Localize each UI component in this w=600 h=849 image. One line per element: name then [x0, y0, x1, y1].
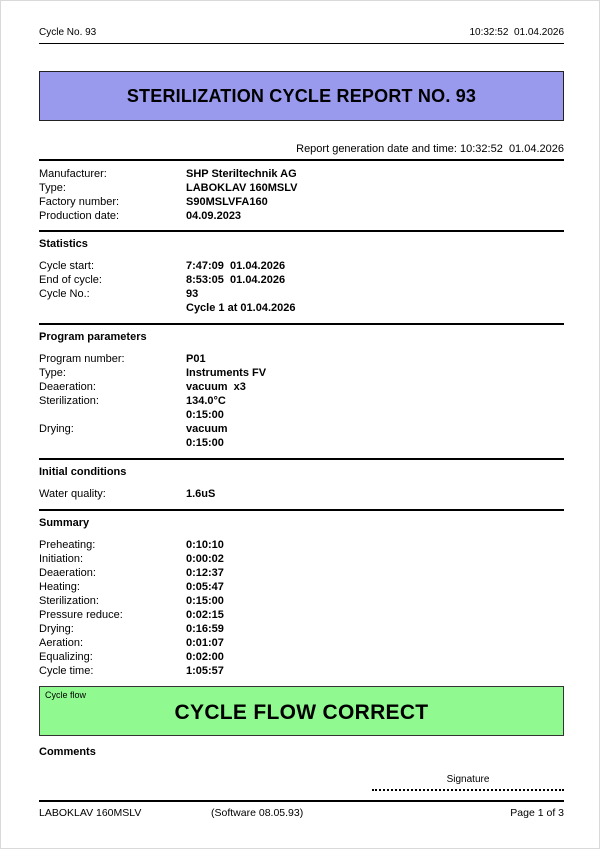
device-info-row-label: Type:: [39, 182, 66, 194]
program-parameters-row-value: vacuum: [186, 423, 228, 435]
statistics-row-value: 93: [186, 288, 199, 300]
running-header-datetime: 10:32:52 01.04.2026: [469, 27, 564, 38]
summary-row: [39, 538, 564, 552]
section-heading-initial-conditions: Initial conditions: [39, 466, 127, 478]
device-info-row-value: SHP Steriltechnik AG: [186, 168, 297, 180]
device-info-row-label: Factory number:: [39, 196, 120, 208]
comments-heading: Comments: [39, 746, 96, 758]
device-info-row-label: Manufacturer:: [39, 168, 107, 180]
device-info-row-value: LABOKLAV 160MSLV: [186, 182, 298, 194]
section-rows-summary: [39, 538, 564, 686]
device-info-row-value: 04.09.2023: [186, 210, 242, 222]
program-parameters-row-label: Sterilization:: [39, 395, 99, 407]
report-title: STERILIZATION CYCLE REPORT NO. 93: [126, 85, 477, 106]
statistics-row-label: [39, 301, 186, 315]
program-parameters-row-value: Instruments FV: [186, 367, 267, 379]
running-header-cycle-no: Cycle No. 93: [39, 27, 97, 38]
signature-dotted-line: [372, 786, 564, 791]
statistics-row: [39, 301, 564, 315]
summary-row-label: Drying:: [39, 623, 74, 635]
summary-row: [39, 650, 564, 664]
summary-row-value: 0:00:02: [186, 553, 224, 565]
program-parameters-row-value: 0:15:00: [186, 409, 224, 421]
program-parameters-row-value: 0:15:00: [186, 437, 224, 449]
program-parameters-row-label: [39, 408, 186, 422]
summary-row-value: 0:05:47: [186, 581, 224, 593]
program-parameters-row: [39, 352, 564, 366]
device-info-row: [39, 167, 564, 181]
summary-row-value: 0:12:37: [186, 567, 224, 579]
summary-row: [39, 622, 564, 636]
device-info-row-value: S90MSLVFA160: [186, 196, 268, 208]
title-banner: [39, 71, 564, 121]
section-initial-conditions: [39, 458, 564, 509]
program-parameters-row: [39, 366, 564, 380]
section-rows-initial-conditions: [39, 487, 564, 509]
signature-label: Signature: [446, 774, 490, 785]
program-parameters-row-value: P01: [186, 353, 206, 365]
section-heading-statistics: Statistics: [39, 238, 88, 250]
footer-page-number: Page 1 of 3: [510, 807, 564, 819]
cycle-flow-box: [39, 686, 564, 736]
signature-block: [372, 774, 564, 791]
summary-row-value: 0:15:00: [186, 595, 224, 607]
program-parameters-row: [39, 436, 564, 450]
statistics-row-label: End of cycle:: [39, 274, 102, 286]
summary-row-value: 0:10:10: [186, 539, 224, 551]
summary-row-label: Cycle time:: [39, 665, 94, 677]
statistics-row-label: Cycle No.:: [39, 288, 90, 300]
footer-device-name: LABOKLAV 160MSLV: [39, 807, 142, 819]
program-parameters-row: [39, 394, 564, 408]
initial-conditions-row-value: 1.6uS: [186, 488, 216, 500]
statistics-row: [39, 259, 564, 273]
report-sections: [39, 230, 564, 686]
section-rows-program-parameters: [39, 352, 564, 458]
summary-row: [39, 566, 564, 580]
page-footer: [39, 800, 564, 822]
statistics-row-value: 7:47:09 01.04.2026: [186, 260, 286, 272]
cycle-flow-label: Cycle flow: [45, 690, 87, 700]
device-info-row-label: Production date:: [39, 210, 120, 222]
program-parameters-row: [39, 422, 564, 436]
summary-row: [39, 608, 564, 622]
summary-row: [39, 594, 564, 608]
cycle-flow-status: CYCLE FLOW CORRECT: [174, 701, 429, 724]
summary-row: [39, 636, 564, 650]
section-statistics: [39, 230, 564, 323]
summary-row-value: 0:02:00: [186, 651, 224, 663]
program-parameters-row-value: 134.0°C: [186, 395, 226, 407]
statistics-row-value: 8:53:05 01.04.2026: [186, 274, 286, 286]
device-info-row: [39, 195, 564, 209]
summary-row-label: Aeration:: [39, 637, 84, 649]
section-summary: [39, 509, 564, 686]
initial-conditions-row: [39, 487, 564, 501]
summary-row-label: Deaeration:: [39, 567, 96, 579]
section-heading-summary: Summary: [39, 517, 90, 529]
statistics-row: [39, 273, 564, 287]
device-info-block: [39, 161, 564, 230]
program-parameters-row: [39, 380, 564, 394]
section-rows-statistics: [39, 259, 564, 323]
summary-row-value: 0:02:15: [186, 609, 224, 621]
summary-row-value: 0:16:59: [186, 623, 224, 635]
initial-conditions-row-label: Water quality:: [39, 488, 106, 500]
summary-row-label: Preheating:: [39, 539, 96, 551]
statistics-row-label: Cycle start:: [39, 260, 95, 272]
section-heading-program-parameters: Program parameters: [39, 331, 147, 343]
statistics-row: [39, 287, 564, 301]
footer-software-version: (Software 08.05.93): [211, 807, 304, 819]
device-info-row: [39, 181, 564, 195]
summary-row-label: Heating:: [39, 581, 80, 593]
summary-row-label: Pressure reduce:: [39, 609, 123, 621]
program-parameters-row-label: Deaeration:: [39, 381, 96, 393]
device-info-row: [39, 209, 564, 223]
summary-row: [39, 580, 564, 594]
program-parameters-row-label: Type:: [39, 367, 66, 379]
summary-row-value: 1:05:57: [186, 665, 224, 677]
program-parameters-row-value: vacuum x3: [186, 381, 246, 393]
summary-row-value: 0:01:07: [186, 637, 224, 649]
summary-row-label: Sterilization:: [39, 595, 99, 607]
statistics-row-value: Cycle 1 at 01.04.2026: [186, 302, 296, 314]
summary-row-label: Equalizing:: [39, 651, 93, 663]
report-generation-line: Report generation date and time: 10:32:52 01.04.2026: [39, 143, 564, 161]
program-parameters-row-label: [39, 436, 186, 450]
program-parameters-row-label: Drying:: [39, 423, 74, 435]
program-parameters-row-label: Program number:: [39, 353, 125, 365]
program-parameters-row: [39, 408, 564, 422]
summary-row: [39, 552, 564, 566]
summary-row: [39, 664, 564, 678]
section-program-parameters: [39, 323, 564, 458]
running-header: [39, 1, 564, 44]
summary-row-label: Initiation:: [39, 553, 84, 565]
